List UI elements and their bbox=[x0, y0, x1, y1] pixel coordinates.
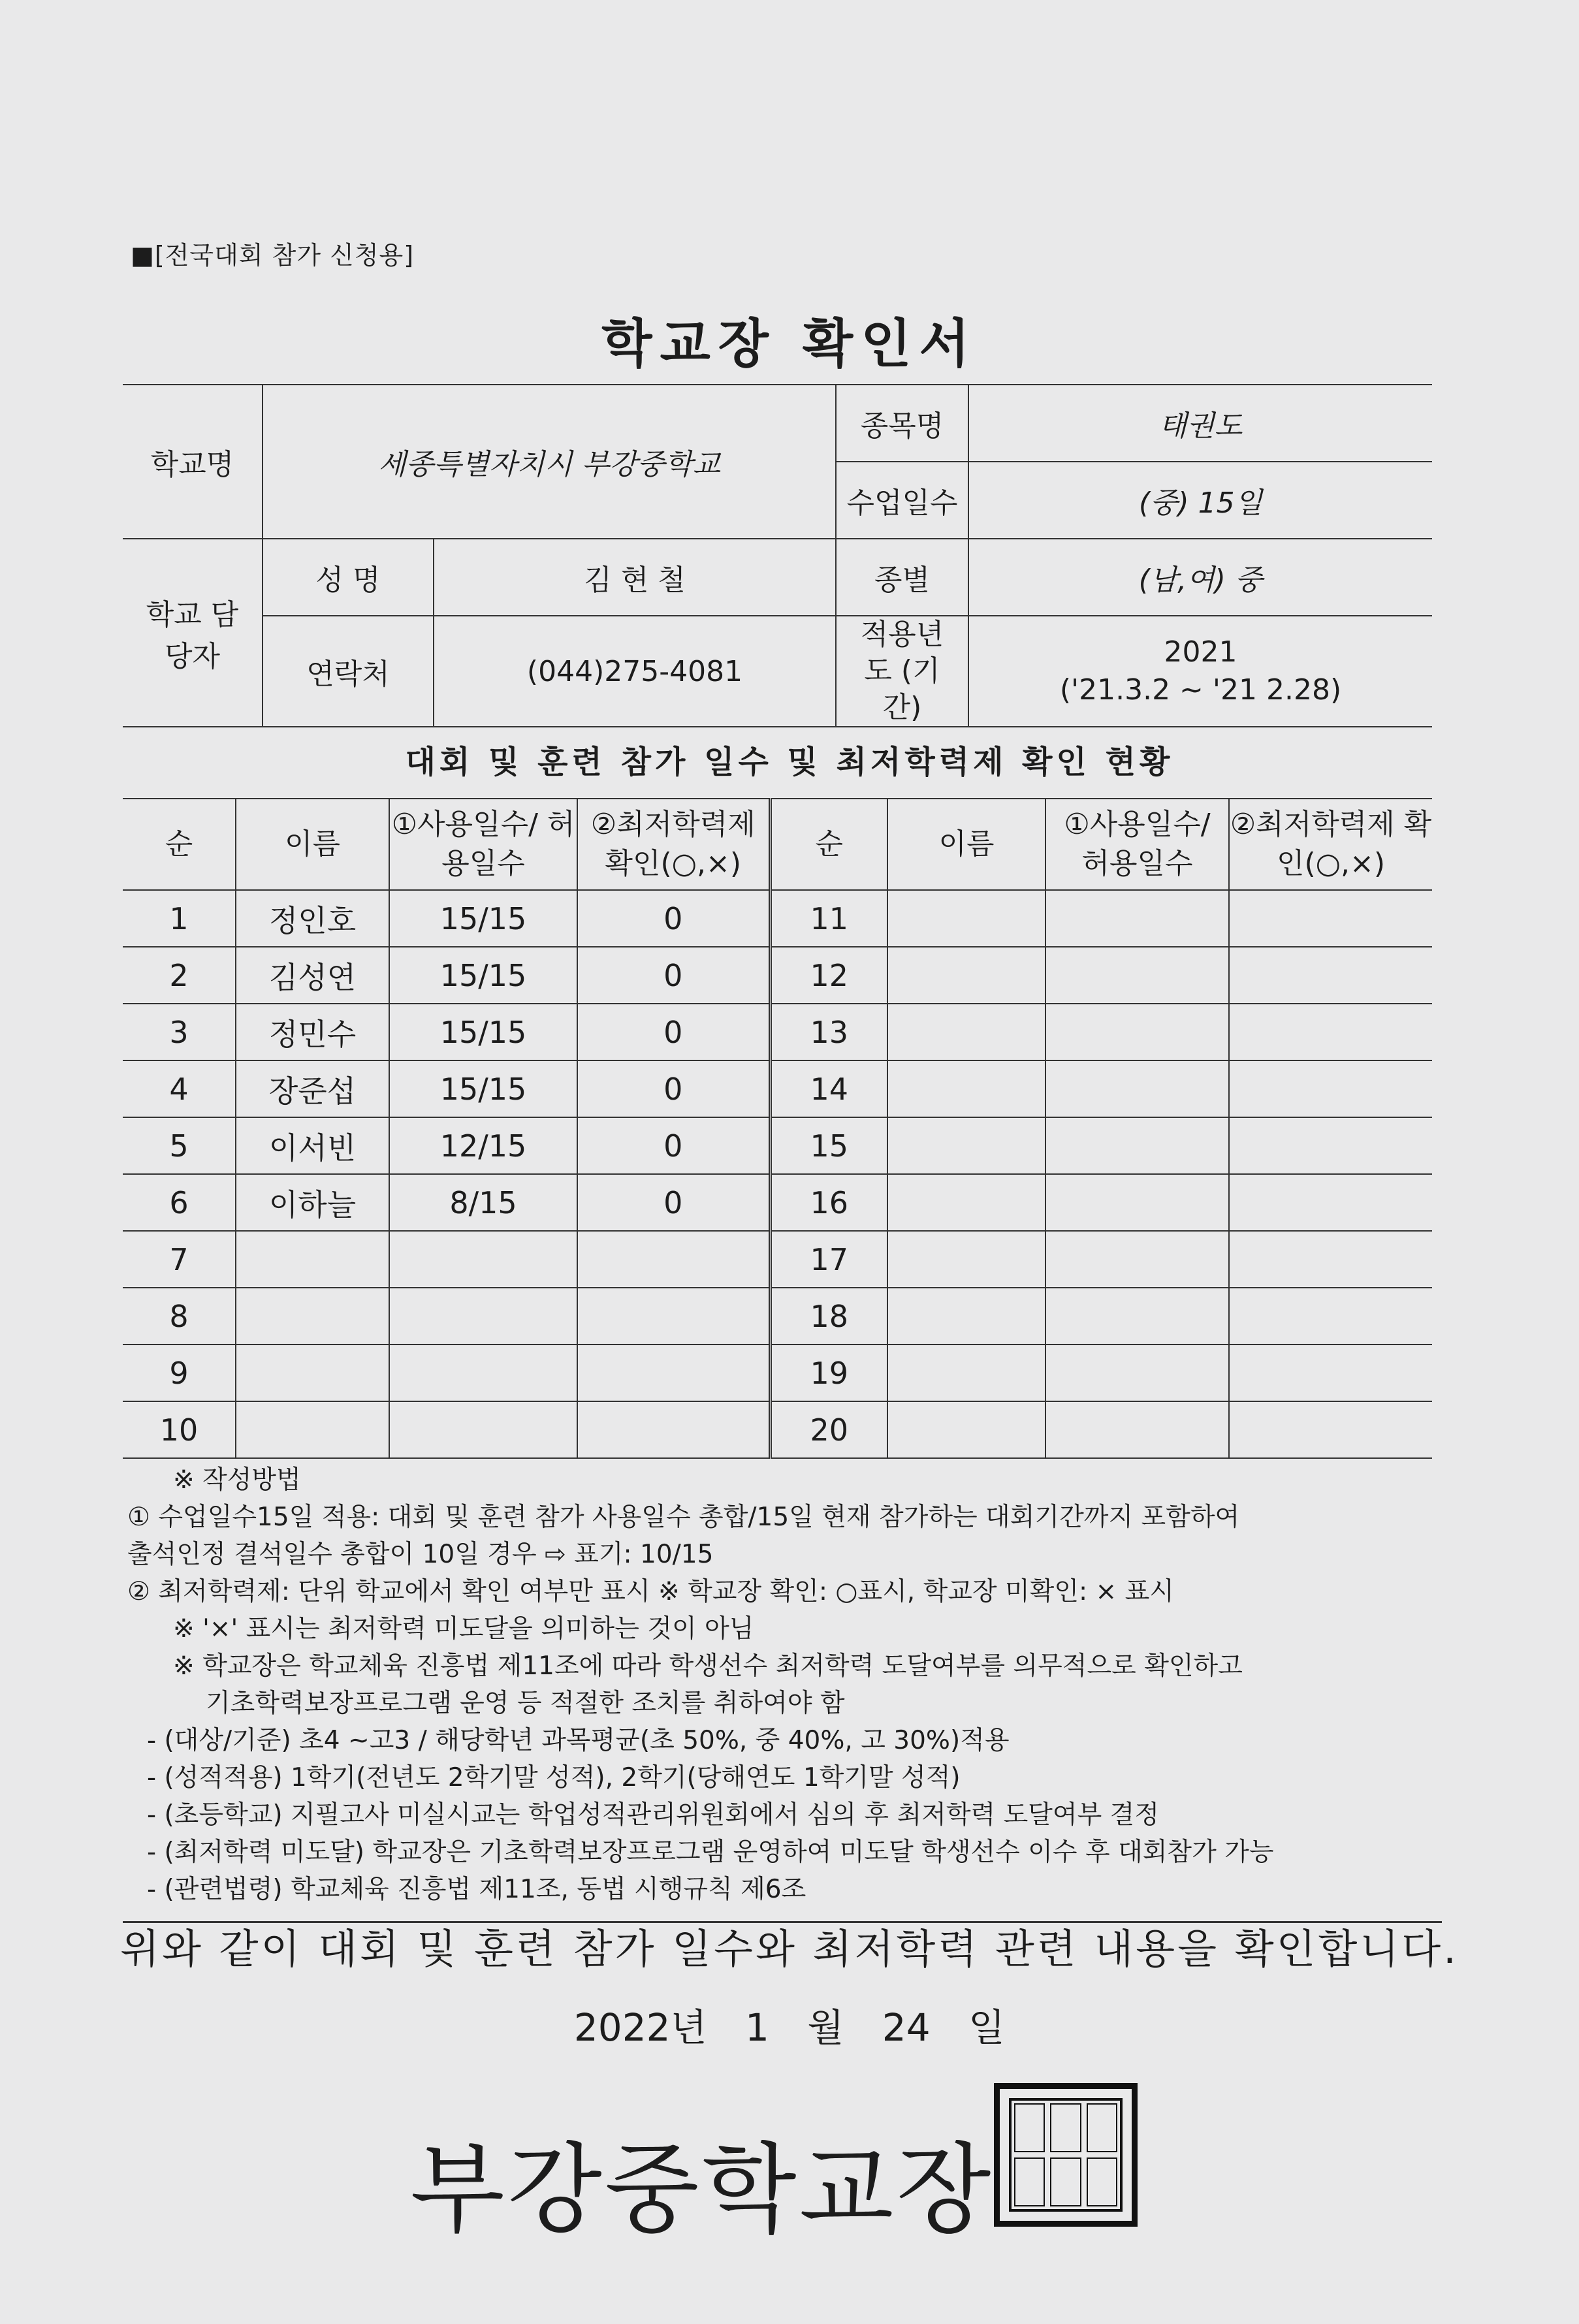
school-info-table bbox=[123, 384, 1432, 727]
row-no-right: 19 bbox=[770, 1345, 887, 1401]
row-name: 정인호 bbox=[236, 890, 389, 947]
seal-cell bbox=[1014, 2157, 1045, 2206]
date-month: 1 bbox=[744, 2005, 769, 2050]
note-line: - (초등학교) 지필고사 미실시교는 학업성적관리위원회에서 심의 후 최저학력 도달여부 결정 bbox=[147, 1800, 1160, 1830]
official-seal-icon bbox=[994, 2083, 1138, 2227]
school-name-label: 학교명 bbox=[123, 385, 263, 539]
note-line: - (대상/기준) 초4 ~고3 / 해당학년 과목평균(초 50%, 중 40%, 고 30%)적용 bbox=[147, 1726, 1010, 1755]
row-min: 0 bbox=[577, 1174, 770, 1231]
table-row bbox=[123, 1060, 1432, 1117]
notes-heading: ※ 작성방법 bbox=[173, 1465, 301, 1495]
class-days-label: 수업일수 bbox=[836, 462, 968, 539]
seal-cell bbox=[1014, 2103, 1045, 2152]
row-min bbox=[577, 1231, 770, 1288]
date-year: 2022년 bbox=[573, 2005, 707, 2050]
row-min-right bbox=[1229, 1117, 1432, 1174]
date-month-unit: 월 bbox=[807, 2005, 844, 2050]
year-cell bbox=[968, 616, 1432, 727]
row-no-right: 12 bbox=[770, 947, 887, 1004]
page-title: 학교장 확인서 bbox=[601, 313, 978, 374]
status-header-row bbox=[123, 799, 1432, 890]
row-no: 9 bbox=[123, 1345, 236, 1401]
row-days-right bbox=[1045, 1231, 1229, 1288]
date-day: 24 bbox=[882, 2005, 931, 2050]
status-body bbox=[123, 890, 1432, 1458]
row-min-right bbox=[1229, 1345, 1432, 1401]
row-name-right bbox=[887, 1231, 1045, 1288]
header-min-right: ②최저학력제 확인(○,×) bbox=[1229, 799, 1432, 890]
row-min bbox=[577, 1288, 770, 1345]
table-row bbox=[123, 890, 1432, 947]
principal-title: 부강중학교장 bbox=[410, 2133, 994, 2247]
row-days-right bbox=[1045, 1401, 1229, 1458]
issue-date bbox=[0, 1997, 1579, 2052]
class-days-value: (중) 15일 bbox=[968, 462, 1432, 539]
header-days-right: ①사용일수/ 허용일수 bbox=[1045, 799, 1229, 890]
period-value: ('21.3.2 ~ '21 2.28) bbox=[1059, 673, 1342, 707]
table-row bbox=[123, 1401, 1432, 1458]
row-no: 5 bbox=[123, 1117, 236, 1174]
staff-name-value: 김 현 철 bbox=[434, 539, 836, 616]
row-name-right bbox=[887, 890, 1045, 947]
header-days: ①사용일수/ 허용일수 bbox=[389, 799, 577, 890]
row-no: 7 bbox=[123, 1231, 236, 1288]
row-days-right bbox=[1045, 1345, 1229, 1401]
category-value: (남,여) 중 bbox=[968, 539, 1432, 616]
status-table bbox=[123, 798, 1432, 1459]
row-min: 0 bbox=[577, 1117, 770, 1174]
note-line: ② 최저학력제: 단위 학교에서 확인 여부만 표시 ※ 학교장 확인: ○표시, 학교장 미확인: × 표시 bbox=[127, 1577, 1174, 1606]
row-days bbox=[389, 1231, 577, 1288]
table-row bbox=[123, 1288, 1432, 1345]
row-days-right bbox=[1045, 1288, 1229, 1345]
seal-cell bbox=[1087, 2157, 1117, 2206]
staff-name-label: 성 명 bbox=[263, 539, 434, 616]
row-name-right bbox=[887, 1004, 1045, 1060]
row-no-right: 17 bbox=[770, 1231, 887, 1288]
table-row bbox=[123, 947, 1432, 1004]
note-line: 기초학력보장프로그램 운영 등 적절한 조치를 취하여야 함 bbox=[206, 1689, 845, 1718]
row-min-right bbox=[1229, 1060, 1432, 1117]
note-line: - (최저학력 미도달) 학교장은 기초학력보장프로그램 운영하여 미도달 학생선수 이수 후 대회참가 가능 bbox=[147, 1838, 1274, 1867]
contact-value: (044)275-4081 bbox=[434, 616, 836, 727]
form-type-tag: ■[전국대회 참가 신청용] bbox=[131, 241, 415, 270]
row-days-right bbox=[1045, 1060, 1229, 1117]
row-min-right bbox=[1229, 890, 1432, 947]
row-days: 15/15 bbox=[389, 947, 577, 1004]
row-no-right: 13 bbox=[770, 1004, 887, 1060]
row-no: 3 bbox=[123, 1004, 236, 1060]
header-name-right: 이름 bbox=[887, 799, 1045, 890]
note-line: ※ 학교장은 학교체육 진흥법 제11조에 따라 학생선수 최저학력 도달여부를 의무적으로 확인하고 bbox=[173, 1651, 1243, 1681]
note-line: 출석인정 결석일수 총합이 10일 경우 ⇨ 표기: 10/15 bbox=[127, 1540, 714, 1569]
notes-section bbox=[127, 1461, 1440, 1908]
row-no: 6 bbox=[123, 1174, 236, 1231]
row-min: 0 bbox=[577, 1004, 770, 1060]
row-no: 2 bbox=[123, 947, 236, 1004]
row-min-right bbox=[1229, 1288, 1432, 1345]
row-name: 이하늘 bbox=[236, 1174, 389, 1231]
row-min: 0 bbox=[577, 947, 770, 1004]
table-row bbox=[123, 1345, 1432, 1401]
row-name-right bbox=[887, 1288, 1045, 1345]
seal-cell bbox=[1050, 2157, 1081, 2206]
row-min-right bbox=[1229, 1004, 1432, 1060]
row-name bbox=[236, 1345, 389, 1401]
header-no: 순 bbox=[123, 799, 236, 890]
row-no: 10 bbox=[123, 1401, 236, 1458]
sport-label: 종목명 bbox=[836, 385, 968, 462]
staff-label: 학교 담당자 bbox=[123, 539, 263, 727]
row-days-right bbox=[1045, 1174, 1229, 1231]
status-title: 대회 및 훈련 참가 일수 및 최저학력제 확인 현황 bbox=[405, 744, 1174, 780]
row-days-right bbox=[1045, 890, 1229, 947]
row-name: 김성연 bbox=[236, 947, 389, 1004]
row-days-right bbox=[1045, 1117, 1229, 1174]
row-no: 1 bbox=[123, 890, 236, 947]
contact-label: 연락처 bbox=[263, 616, 434, 727]
table-row bbox=[123, 1174, 1432, 1231]
row-min bbox=[577, 1401, 770, 1458]
row-name bbox=[236, 1231, 389, 1288]
row-name: 장준섭 bbox=[236, 1060, 389, 1117]
row-days: 8/15 bbox=[389, 1174, 577, 1231]
year-value: 2021 bbox=[1164, 635, 1237, 669]
row-days bbox=[389, 1345, 577, 1401]
seal-pattern bbox=[1009, 2098, 1123, 2212]
row-name-right bbox=[887, 1174, 1045, 1231]
row-days-right bbox=[1045, 947, 1229, 1004]
note-line: - (성적적용) 1학기(전년도 2학기말 성적), 2학기(당해연도 1학기말 성적) bbox=[147, 1763, 961, 1792]
row-no-right: 18 bbox=[770, 1288, 887, 1345]
row-name-right bbox=[887, 1117, 1045, 1174]
header-no-right: 순 bbox=[770, 799, 887, 890]
row-min bbox=[577, 1345, 770, 1401]
school-name-value: 세종특별자치시 부강중학교 bbox=[263, 385, 836, 539]
row-min-right bbox=[1229, 1401, 1432, 1458]
row-min-right bbox=[1229, 1174, 1432, 1231]
row-name-right bbox=[887, 1060, 1045, 1117]
category-label: 종별 bbox=[836, 539, 968, 616]
note-line: ※ '×' 표시는 최저학력 미도달을 의미하는 것이 아님 bbox=[173, 1614, 754, 1644]
row-days: 12/15 bbox=[389, 1117, 577, 1174]
seal-cell bbox=[1050, 2103, 1081, 2152]
row-days: 15/15 bbox=[389, 890, 577, 947]
row-no: 4 bbox=[123, 1060, 236, 1117]
row-name-right bbox=[887, 1345, 1045, 1401]
row-no: 8 bbox=[123, 1288, 236, 1345]
note-line: ① 수업일수15일 적용: 대회 및 훈련 참가 사용일수 총합/15일 현재 참가하는 대회기간까지 포함하여 bbox=[127, 1503, 1240, 1532]
row-min-right bbox=[1229, 947, 1432, 1004]
row-min: 0 bbox=[577, 1060, 770, 1117]
row-days-right bbox=[1045, 1004, 1229, 1060]
row-name bbox=[236, 1288, 389, 1345]
row-name-right bbox=[887, 947, 1045, 1004]
row-days bbox=[389, 1288, 577, 1345]
row-days: 15/15 bbox=[389, 1004, 577, 1060]
row-days: 15/15 bbox=[389, 1060, 577, 1117]
header-name: 이름 bbox=[236, 799, 389, 890]
row-name bbox=[236, 1401, 389, 1458]
sport-value: 태권도 bbox=[968, 385, 1432, 462]
table-row bbox=[123, 1117, 1432, 1174]
row-name: 이서빈 bbox=[236, 1117, 389, 1174]
row-min: 0 bbox=[577, 890, 770, 947]
confirmation-statement: 위와 같이 대회 및 훈련 참가 일수와 최저학력 관련 내용을 확인합니다. bbox=[120, 1925, 1459, 1973]
table-row bbox=[123, 1231, 1432, 1288]
header-min: ②최저학력제 확인(○,×) bbox=[577, 799, 770, 890]
row-no-right: 15 bbox=[770, 1117, 887, 1174]
year-label: 적용년도 (기간) bbox=[836, 616, 968, 727]
date-day-unit: 일 bbox=[968, 2005, 1006, 2050]
row-no-right: 14 bbox=[770, 1060, 887, 1117]
note-line: - (관련법령) 학교체육 진흥법 제11조, 동법 시행규칙 제6조 bbox=[147, 1875, 806, 1904]
row-no-right: 16 bbox=[770, 1174, 887, 1231]
table-row bbox=[123, 1004, 1432, 1060]
row-name: 정민수 bbox=[236, 1004, 389, 1060]
row-name-right bbox=[887, 1401, 1045, 1458]
row-no-right: 20 bbox=[770, 1401, 887, 1458]
row-no-right: 11 bbox=[770, 890, 887, 947]
seal-cell bbox=[1087, 2103, 1117, 2152]
row-min-right bbox=[1229, 1231, 1432, 1288]
row-days bbox=[389, 1401, 577, 1458]
